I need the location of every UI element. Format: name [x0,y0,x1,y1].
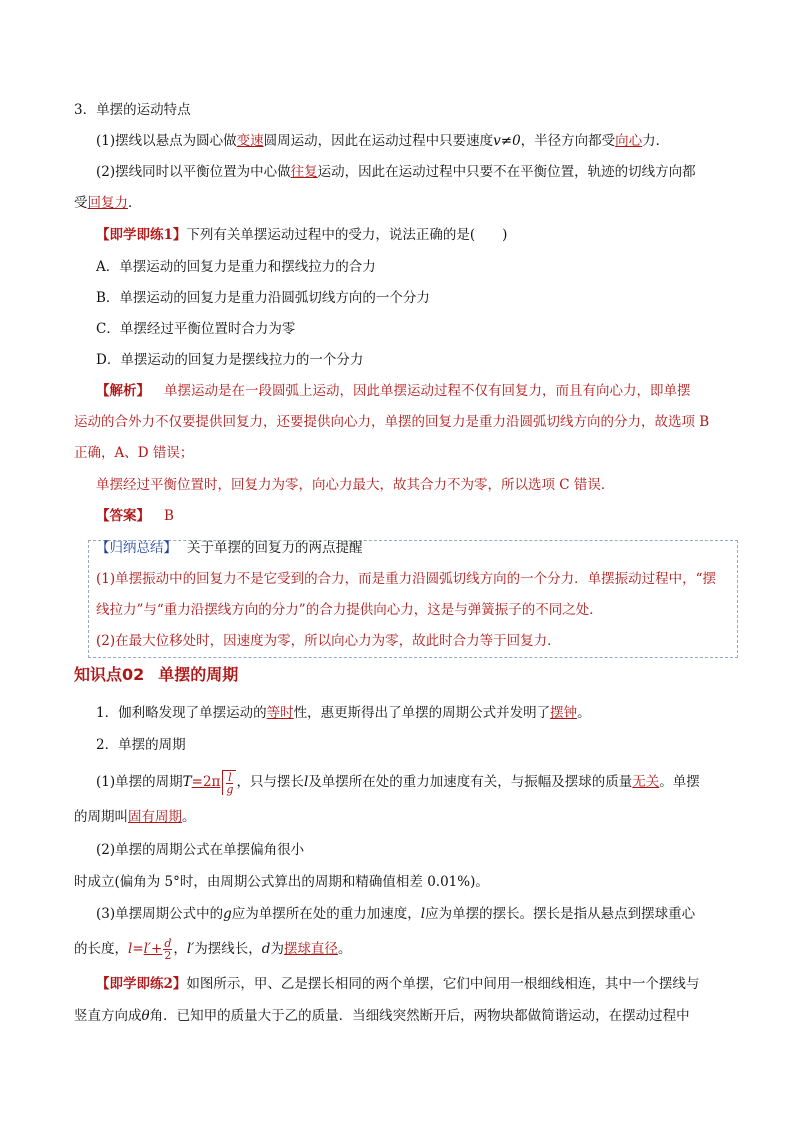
exercise-2-line-2 [74,1006,726,1026]
period-paragraph-6: 时成立(偏角为 5°时，由周期公式算出的周期和精确值相差 0.01%)。 [74,874,489,890]
text: 的长度， [74,941,128,957]
text: 。 [182,809,196,825]
question-text: 如图所示，甲、乙是摆长相同的两个单摆，它们中间用一根细线相连，其中一个摆线与 [186,976,700,992]
text: 。单摆 [659,774,700,790]
numerator: l [228,771,232,784]
summary-heading: 关于单摆的回复力的两点提醒 [187,540,363,556]
text: 力． [642,133,670,149]
denominator: g [226,783,234,796]
text: 受 [74,195,88,211]
analysis-line-2: 运动的合外力不仅要提供回复力，还要提供向心力，单摆的回复力是重力沿圆弧切线方向的分力，故选项 B [74,414,710,430]
option-d: D．单摆运动的回复力是摆线拉力的一个分力 [96,352,364,368]
formula-blank [191,771,237,796]
exercise-tag: 【即学即练1】 [96,227,187,243]
section-heading [74,664,252,686]
section-number: 知识点02 [74,665,145,684]
text: ，只与摆长 [236,774,304,790]
formula-symbol: l [303,774,309,790]
summary-tag: 【归纳总结】 [96,540,177,556]
formula-symbol: g [223,906,232,922]
text: 应为单摆的摆长。摆长是指从悬点到摆球重心 [425,906,696,922]
text: (2)摆线同时以平衡位置为中心做 [96,164,291,180]
period-paragraph-4 [74,807,726,827]
blank-answer: 回复力 [87,195,128,211]
text: 圆周运动，因此在运动过程中只要速度 [263,133,494,149]
text: (1)单摆的周期 [96,774,183,790]
text: 1．伽利略发现了单摆运动的 [96,705,267,721]
summary-line-2: 线拉力”与“重力沿摆线方向的分力”的合力提供向心力，这是与弹簧振子的不同之处． [96,602,603,618]
formula-text: = [132,941,144,957]
blank-answer: 无关 [632,774,660,790]
blank-answer: 固有周期 [128,809,182,825]
text: ． [128,195,142,211]
text: 角．已知甲的质量大于乙的质量．当细线突然断开后，两物块都做简谐运动，在摆动过程中 [149,1008,690,1024]
text: 及单摆所在处的重力加速度有关，与振幅及摆球的质量 [308,774,633,790]
blank-answer: 变速 [236,133,264,149]
period-paragraph-5: (2)单摆的周期公式在单摆偏角很小 [96,842,305,858]
option-c: C．单摆经过平衡位置时合力为零 [96,321,296,337]
formula: v≠0 [493,133,521,149]
analysis-line-3: 正确，A、D 错误； [74,445,194,461]
paragraph-3-2 [96,162,748,182]
blank-answer: 摆钟 [550,705,578,721]
analysis-text: 单摆运动是在一段圆弧上运动，因此单摆运动过程不仅有回复力，而且有向心力，即单摆 [164,383,691,399]
text: 竖直方向成 [74,1008,142,1024]
fraction [226,772,233,795]
formula-symbol: l [128,941,133,957]
formula-symbol: l′ [143,941,152,957]
formula-symbol: T [182,774,192,790]
formula-symbol: l [420,906,426,922]
formula-symbol: θ [141,1008,150,1024]
formula-blank [143,937,174,962]
option-b: B．单摆运动的回复力是重力沿圆弧切线方向的一个分力 [96,290,430,306]
paragraph-3-1 [96,131,748,151]
period-paragraph-7 [96,904,748,924]
sqrt-symbol [222,770,236,795]
summary-line-1: (1)单摆振动中的回复力不是它受到的合力，而是重力沿圆弧切线方向的一个分力．单摆振动过程中，“摆 [96,571,717,587]
text: 。 [337,941,352,957]
formula-text: + [151,941,163,957]
summary-line-3: (2)在最大位移处时，因速度为零，所以向心力为零，故此时合力等于回复力． [96,633,561,649]
text: 。 [577,705,591,721]
text: ，半径方向都受 [520,133,616,149]
paragraph-3-2-cont [74,193,726,213]
formula-symbol: d [261,941,271,957]
answer-line [96,506,748,526]
blank-answer: 向心 [615,133,643,149]
text: (1)摆线以悬点为圆心做 [96,133,237,149]
fraction [163,938,172,961]
formula-text: =2π [191,774,221,790]
period-paragraph-8 [74,936,726,962]
blank-answer: 往复 [290,164,318,180]
text: ， [173,941,187,957]
text: (3)单摆周期公式中的 [96,906,224,922]
exercise-tag: 【即学即练2】 [96,976,187,992]
analysis-line-1 [96,381,748,401]
section-3-title: 3．单摆的运动特点 [74,102,191,118]
blank-answer: 摆球直径 [283,941,338,957]
text: 运动，因此在运动过程中只要不在平衡位置，轨迹的切线方向都 [317,164,696,180]
answer-tag: 【答案】 [96,508,150,524]
numerator: d [164,937,172,950]
text: 的周期叫 [74,809,128,825]
analysis-line-4: 单摆经过平衡位置时，回复力为零，向心力最大，故其合力不为零，所以选项 C 错误． [96,477,615,493]
question-text: 下列有关单摆运动过程中的受力，说法正确的是( ) [186,227,508,243]
text: 应为单摆所在处的重力加速度， [231,906,421,922]
analysis-tag: 【解析】 [96,383,150,399]
exercise-2-line-1 [96,974,748,994]
answer-value: B [164,508,174,524]
denominator: 2 [164,949,172,962]
text: 为 [270,941,284,957]
exercise-1-question [96,225,748,245]
text: 为摆线长， [194,941,262,957]
option-a: A．单摆运动的回复力是重力和摆线拉力的合力 [96,259,376,275]
period-paragraph-2: 2．单摆的周期 [96,737,186,753]
period-formula-line [96,770,748,795]
section-title: 单摆的周期 [158,665,239,684]
text: 性，惠更斯得出了单摆的周期公式并发明了 [293,705,551,721]
period-paragraph-1 [96,703,748,723]
formula-symbol: l′ [186,941,195,957]
summary-title [96,538,748,558]
blank-answer: 等时 [266,705,294,721]
